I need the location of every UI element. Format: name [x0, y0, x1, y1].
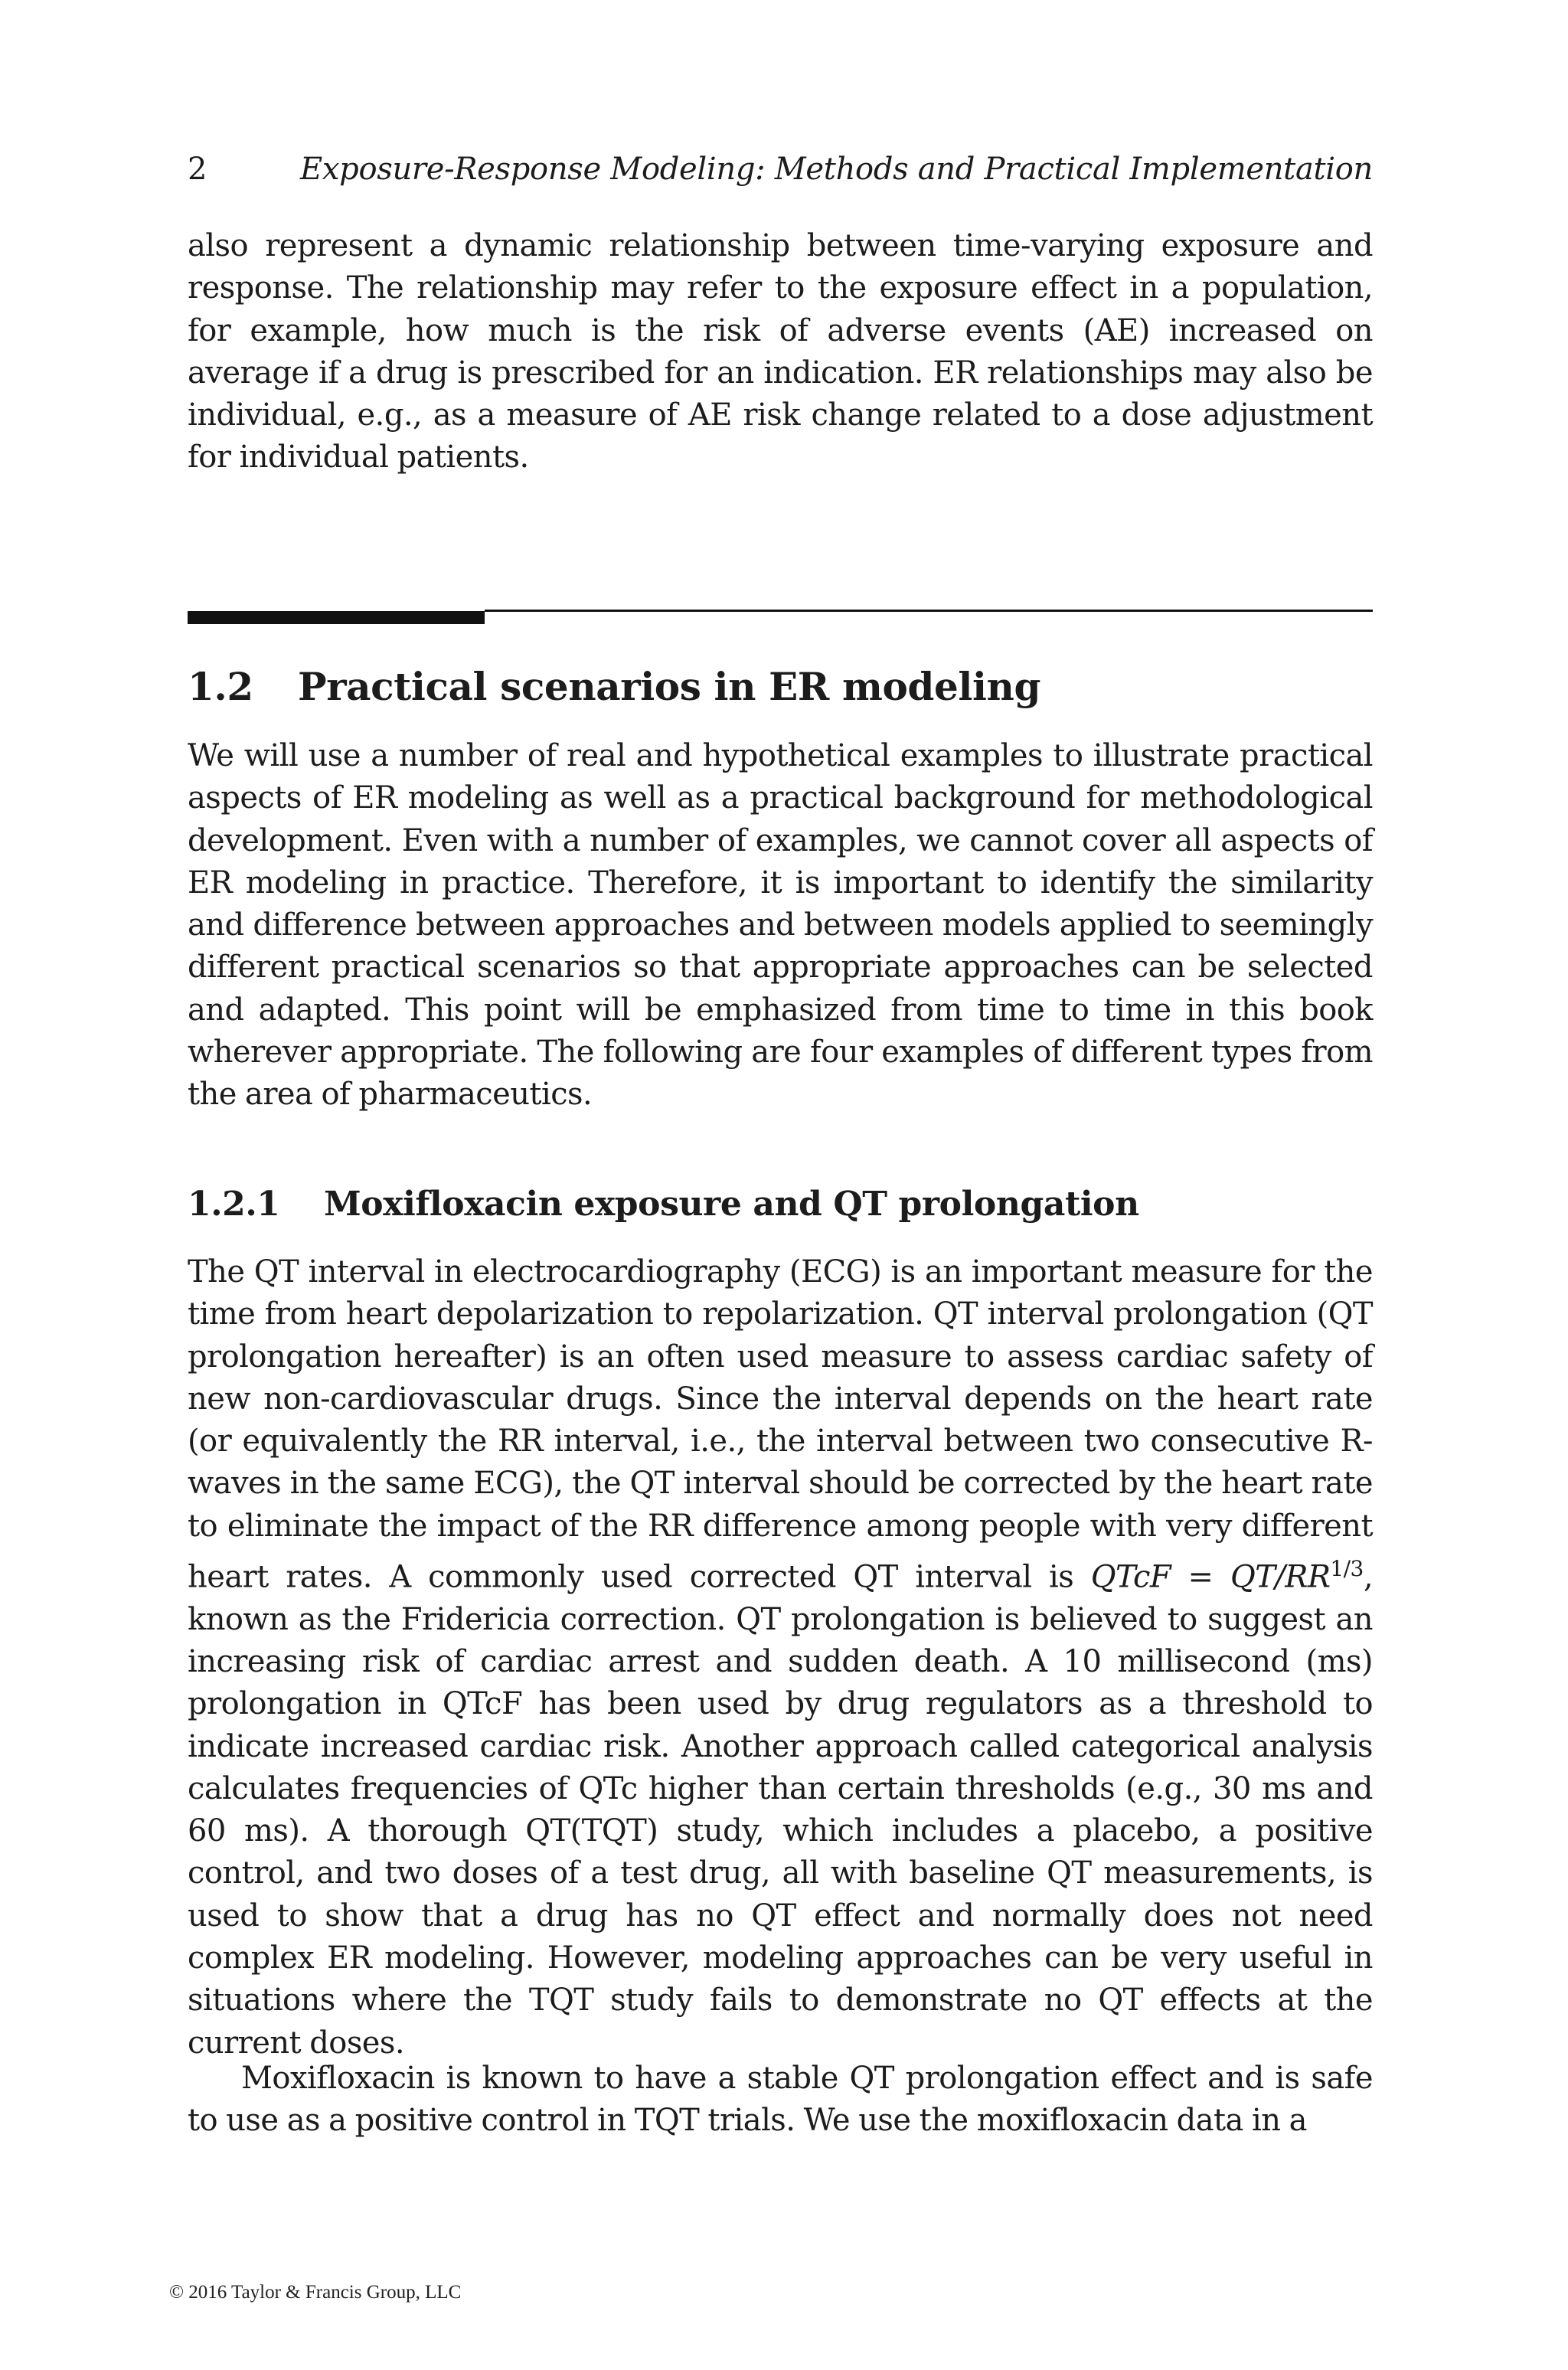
- qt-interval-paragraph: [188, 1251, 1373, 2064]
- section-rule: [188, 610, 1373, 625]
- section-title: Practical scenarios in ER modeling: [298, 664, 1041, 709]
- subsection-number: 1.2.1: [188, 1185, 280, 1224]
- intro-paragraph: also represent a dynamic relationship between time-varying exposure and response. The relationship may refer to the exposure effect in a population, for example, how much is the risk of adverse events (AE) increased on average if a drug is prescribed for an indication. ER relationships may also be individual, e.g., as a measure of AE risk change related to a dose adjustment for individual patients.: [188, 228, 1373, 476]
- running-title: Exposure-Response Modeling: Methods and Practical Implementation: [299, 152, 1373, 187]
- qtcf-formula-rhs: QT/RR: [1230, 1559, 1331, 1595]
- copyright-footer: © 2016 Taylor & Francis Group, LLC: [169, 2282, 462, 2303]
- page-number: 2: [188, 152, 207, 187]
- section-intro-paragraph: We will use a number of real and hypothetical examples to illustrate practical aspects of ER modeling as well as a practical background for methodological development. Even with a number of examples, we cannot cover all aspects of ER modeling in practice. Therefore, it is important to identify the similarity and difference between approaches and between models applied to seemingly different practical scenarios so that appropriate approaches can be selected and adapted. This point will be emphasized from time to time in this book wherever appropriate. The following are four examples of different types from the area of pharmaceutics.: [188, 738, 1373, 1113]
- section-rule-thin: [485, 610, 1373, 612]
- section-number: 1.2: [188, 664, 253, 709]
- subsection-heading: [188, 1179, 1373, 1230]
- qtcf-formula-lhs: QTcF: [1090, 1559, 1171, 1595]
- moxifloxacin-paragraph: Moxifloxacin is known to have a stable QT prolongation effect and is safe to use as a positive control in TQT trials. We use the moxifloxacin data in a: [188, 2061, 1373, 2139]
- section-rule-thick: [188, 611, 485, 624]
- qtcf-formula-equals: =: [1171, 1559, 1230, 1595]
- qt-text-before-formula: The QT interval in electrocardiography (ECG) is an important measure for the time from heart depolarization to repolarization. QT interval prolongation (QT prolongation hereafter) is an often used measure to assess cardiac safety of new non-cardiovascular drugs. Since the interval depends on the heart rate (or equivalently the RR interval, i.e., the interval between two consecutive R-waves in the same ECG), the QT interval should be corrected by the heart rate to eliminate the impact of the RR difference among people with very different heart rates. A commonly used corrected QT interval is: [188, 1254, 1373, 1595]
- subsection-title: Moxifloxacin exposure and QT prolongation: [324, 1185, 1139, 1224]
- section-heading: [188, 659, 1373, 715]
- running-header: [188, 147, 1373, 191]
- qtcf-formula-exponent: 1/3: [1330, 1556, 1364, 1582]
- qt-text-after-formula: , known as the Fridericia correction. QT prolongation is believed to suggest an increasing risk of cardiac arrest and sudden death. A 10 millisecond (ms) prolongation in QTcF has been used by drug regulators as a threshold to indicate increased cardiac risk. Another approach called categorical analysis calculates frequencies of QTc higher than certain thresholds (e.g., 30 ms and 60 ms). A thorough QT(TQT) study, which includes a placebo, a positive control, and two doses of a test drug, all with baseline QT measurements, is used to show that a drug has no QT effect and normally does not need complex ER modeling. However, modeling approaches can be very useful in situations where the TQT study fails to demonstrate no QT effects at the current doses.: [188, 1559, 1373, 2061]
